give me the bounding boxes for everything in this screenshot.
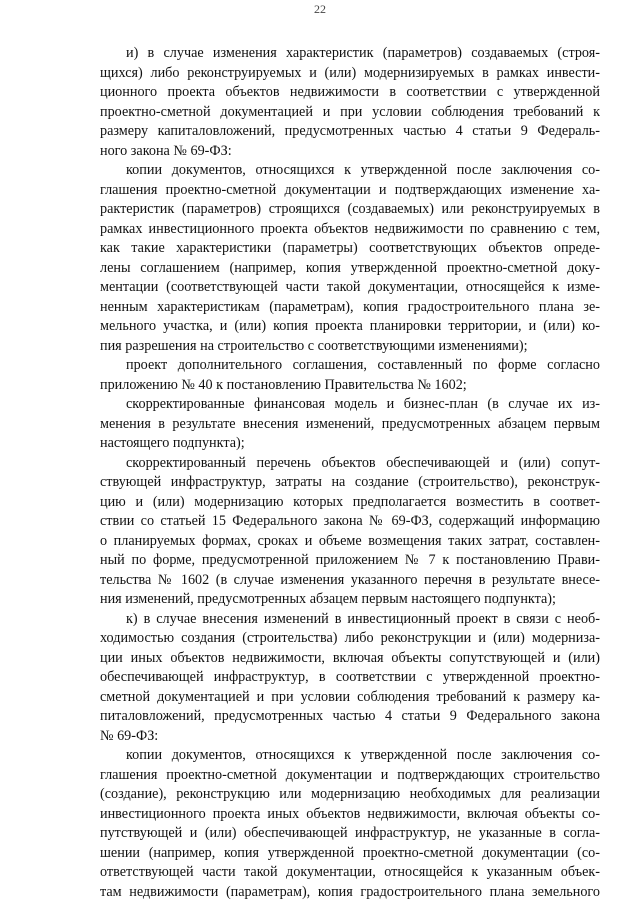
text-line: менения в результате внесения изменений, предусмотренных абзацем первым [100, 415, 600, 432]
document-body [100, 44, 600, 902]
paragraph-i [100, 44, 600, 161]
text-line: щихся) либо реконструируемых и (или) модернизируемых в рамках инвести- [100, 64, 600, 81]
text-line: ненным характеристикам (параметрам), копия градостроительного плана зе- [100, 298, 600, 315]
text-line: рактеристик (параметров) строящихся (создаваемых) или реконструируемых в [100, 201, 600, 217]
text-line: ответствующей части такой документации, относящейся к указанным объек- [100, 864, 600, 880]
text-line: (создание), реконструкцию или модернизацию необходимых для реализации [100, 786, 600, 802]
text-line: и) в случае изменения характеристик (параметров) создаваемых (строя- [126, 45, 600, 61]
text-line: приложению № 40 к постановлению Правительства № 1602; [100, 376, 467, 393]
text-line: ментации (соответствующей части такой документации, относящейся к изме- [100, 279, 600, 295]
text-line: лены соглашением (например, копия утвержденной проектно-сметной доку- [100, 259, 600, 276]
text-line: глашения проектно-сметной документации и подтверждающих строительство [100, 766, 600, 783]
text-line: шении (например, копия утвержденной проектно-сметной документации (со- [100, 844, 600, 861]
text-line: питаловложений, предусмотренных частью 4 статьи 9 Федерального закона [100, 708, 600, 724]
text-line: о планируемых формах, сроках и объеме возмещения таких затрат, составлен- [100, 532, 600, 549]
text-line: как такие характеристики (параметры) соответствующих объектов опреде- [100, 240, 600, 256]
text-line: ного закона № 69-ФЗ: [100, 142, 232, 159]
text-line: путствующей и (или) обеспечивающей инфраструктур, не указанные в согла- [100, 825, 600, 841]
text-line: рамках инвестиционного проекта объектов недвижимости по сравнению с тем, [100, 220, 600, 237]
paragraph-infrastructure-list [100, 454, 600, 610]
paragraph-copies-documents-k [100, 746, 600, 902]
text-line: глашения проектно-сметной документации и подтверждающих изменение ха- [100, 181, 600, 198]
text-line: тельства № 1602 (в случае изменения указанного перечня в результате внесе- [100, 571, 600, 588]
text-line: ный по форме, предусмотренной приложением № 7 к постановлению Прави- [100, 552, 600, 568]
text-line: копии документов, относящихся к утвержденной после заключения со- [126, 747, 600, 763]
text-line: ционного проекта объектов недвижимости в соответствии с утвержденной [100, 84, 600, 100]
text-line: ния изменений, предусмотренных абзацем первым настоящего подпункта); [100, 591, 556, 607]
text-line: скорректированный перечень объектов обеспечивающей и (или) сопут- [126, 454, 600, 471]
text-line: инвестиционного проекта иных объектов недвижимости, включая объекты со- [100, 805, 600, 822]
text-line: настоящего подпункта); [100, 435, 245, 451]
paragraph-k [100, 610, 600, 747]
text-line: ходимостью создания (строительства) либо реконструкции и (или) модерниза- [100, 630, 600, 646]
text-line: копии документов, относящихся к утвержденной после заключения со- [126, 162, 600, 178]
text-line: ции иных объектов недвижимости, включая объекты сопутствующей и (или) [100, 649, 600, 666]
paragraph-draft-agreement [100, 356, 600, 395]
text-line: проектно-сметной документацией и при условии соблюдения требований к [100, 103, 600, 120]
paragraph-copies-documents [100, 161, 600, 356]
text-line: скорректированные финансовая модель и бизнес-план (в случае их из- [126, 396, 600, 412]
text-line: пия разрешения на строительство с соответствующими изменениями); [100, 337, 528, 354]
text-line: там недвижимости (параметрам), копия градостроительного плана земельного [100, 883, 600, 900]
text-line: ствующей инфраструктур, затраты на создание (строительство), реконструк- [100, 474, 600, 490]
text-line: обеспечивающей инфраструктур, в соответствии с утвержденной проектно- [100, 669, 600, 685]
text-line: к) в случае внесения изменений в инвестиционный проект в связи с необ- [126, 610, 600, 627]
page-number: 22 [314, 2, 326, 16]
text-line: ствии со статьей 15 Федерального закона № 69-ФЗ, содержащий информацию [100, 513, 600, 529]
text-line: размеру капиталовложений, предусмотренных частью 4 статьи 9 Федераль- [100, 123, 600, 139]
text-line: сметной документацией и при условии соблюдения требований к размеру ка- [100, 688, 600, 705]
text-line: мельного участка, и (или) копия проекта планировки территории, и (или) ко- [100, 318, 600, 334]
text-line: цию и (или) модернизацию которых предполагается возместить в соответ- [100, 493, 600, 510]
text-line: № 69-ФЗ: [100, 727, 159, 744]
text-line: проект дополнительного соглашения, составленный по форме согласно [126, 357, 600, 373]
paragraph-financial-model [100, 395, 600, 454]
